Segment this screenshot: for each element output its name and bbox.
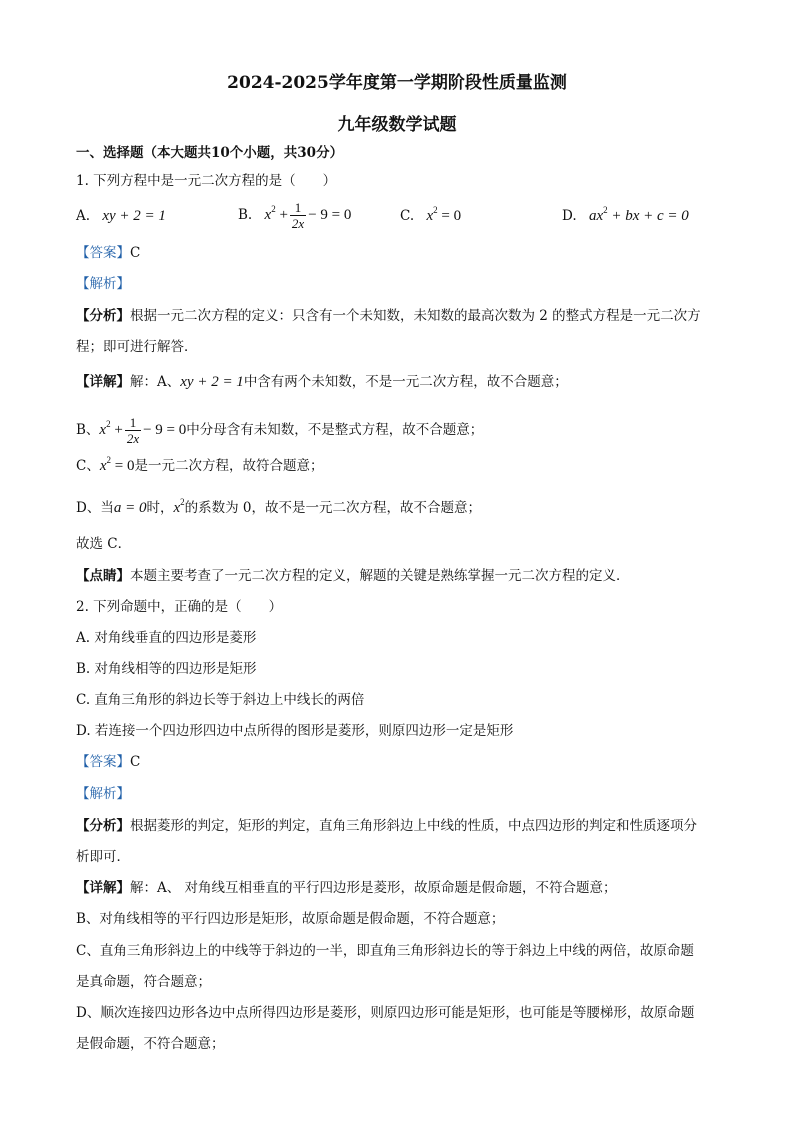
- q2-stem: 2. 下列命题中，正确的是（ ）: [76, 599, 283, 615]
- q2-xiangjie-c: C、直角三角形斜边上的中线等于斜边的一半，即直角三角形斜边长的等于斜边上中线的两倍，故原命题: [76, 943, 694, 959]
- q2-option-c: C. 直角三角形的斜边长等于斜边上中线长的两倍: [76, 692, 365, 708]
- q1-answer: 【答案】C: [76, 245, 141, 261]
- page-subtitle: 九年级数学试题: [337, 115, 457, 135]
- q1-option-a: A. xy + 2 = 1: [76, 208, 166, 224]
- q1-xiangjie-b: B、$x^2$ + $\frac{1}{2x}$ − 9 = 0中分母含有未知数，不是整式方程，故不合题意；: [76, 415, 484, 446]
- q2-xiangjie-d: D、顺次连接四边形各边中点所得四边形是菱形，则原四边形可能是矩形，也可能是等腰梯形，故原命题: [76, 1005, 695, 1021]
- q2-xiangjie-c-cont: 是真命题，符合题意；: [76, 974, 211, 990]
- q1-analysis-tag: 【解析】: [76, 276, 130, 292]
- q1-option-d-formula: $ax^2$ + bx + c = 0: [588, 205, 689, 224]
- q1-dianjing: 【点睛】本题主要考查了一元二次方程的定义，解题的关键是熟练掌握一元二次方程的定义．: [76, 568, 630, 584]
- q1-option-c-formula: $x^2 = 0$: [426, 205, 462, 224]
- q2-xiangjie-d-cont: 是假命题，不符合题意；: [76, 1036, 225, 1052]
- q2-answer: 【答案】C: [76, 754, 141, 770]
- fraction: $\frac{1}{2x}$: [291, 200, 305, 231]
- q1-fenxi-cont: 程；即可进行解答．: [76, 339, 198, 355]
- q2-analysis-tag: 【解析】: [76, 786, 130, 802]
- q1-xiangjie-d: D、当a = 0时，$x^2$的系数为 0，故不是一元二次方程，故不合题意；: [76, 497, 482, 516]
- q2-xiangjie-b: B、对角线相等的平行四边形是矩形，故原命题是假命题，不符合题意；: [76, 911, 505, 927]
- q1-option-b: B. $x^2$ + $\frac{1}{2x}$ − 9 = 0: [238, 200, 352, 231]
- q1-option-d: D. $ax^2$ + bx + c = 0: [562, 205, 689, 224]
- q1-option-a-formula: xy + 2 = 1: [102, 208, 166, 224]
- q1-stem: 1. 下列方程中是一元二次方程的是（ ）: [76, 173, 337, 189]
- q1-xiangjie-b-formula: $x^2$ + $\frac{1}{2x}$ − 9 = 0: [99, 415, 187, 446]
- q1-xiangjie-a: 【详解】解：A、xy + 2 = 1中含有两个未知数，不是一元二次方程，故不合题意；: [76, 374, 568, 390]
- q2-xiangjie-a: 【详解】解：A、 对角线互相垂直的平行四边形是菱形，故原命题是假命题，不符合题意；: [76, 880, 617, 896]
- fraction: $\frac{1}{2x}$: [126, 415, 140, 446]
- q1-conclusion: 故选 C．: [76, 536, 132, 552]
- q2-option-a: A. 对角线垂直的四边形是菱形: [76, 630, 257, 646]
- q2-fenxi: 【分析】根据菱形的判定，矩形的判定，直角三角形斜边上中线的性质，中点四边形的判定和性质逐项分: [76, 818, 697, 834]
- q1-option-c: C. $x^2 = 0$: [400, 205, 462, 224]
- q2-fenxi-cont: 析即可．: [76, 849, 130, 865]
- q2-option-b: B. 对角线相等的四边形是矩形: [76, 661, 257, 677]
- q1-option-b-formula: $x^2$ + $\frac{1}{2x}$ − 9 = 0: [264, 200, 352, 231]
- q1-fenxi: 【分析】根据一元二次方程的定义：只含有一个未知数，未知数的最高次数为 2 的整式方程是一元二次方: [76, 308, 701, 324]
- page-title: 2024-2025学年度第一学期阶段性质量监测: [227, 73, 567, 93]
- section-heading: 一、选择题（本大题共10个小题，共30分）: [76, 145, 344, 161]
- q2-option-d: D. 若连接一个四边形四边中点所得的图形是菱形，则原四边形一定是矩形: [76, 723, 514, 739]
- q1-xiangjie-c: C、$x^2 = 0$是一元二次方程，故符合题意；: [76, 455, 324, 474]
